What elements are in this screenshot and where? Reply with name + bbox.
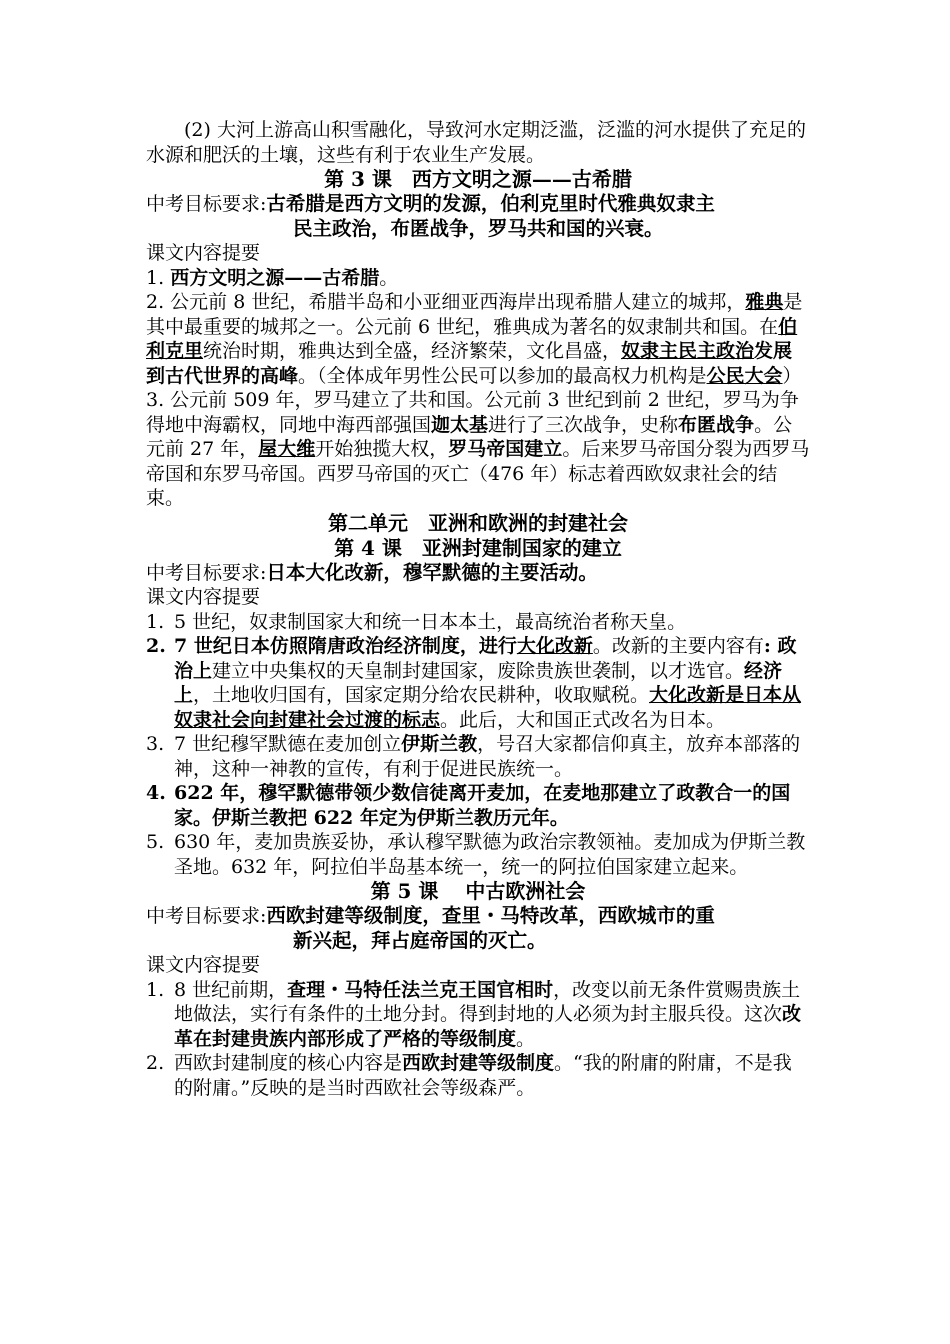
- lesson4-target-label: 中考目标要求:: [146, 561, 267, 584]
- lesson4-item5: [146, 830, 810, 879]
- lesson4-item3-a: 7 世纪穆罕默德在麦加创立: [174, 733, 402, 755]
- lesson4-item2-g: 大化改新是日本从奴隶社会向封建社会过渡的标志: [174, 684, 802, 731]
- lesson3-item1-text: 西方文明之源——古希腊: [170, 266, 380, 289]
- lesson4-item1: [146, 610, 810, 635]
- lesson4-item1-text: 5 世纪，奴隶制国家大和统一日本本土，最高统治者称天皇。: [174, 610, 687, 633]
- lesson3-item3-b: 进行了三次战争，史称: [488, 413, 679, 436]
- lesson5-item2-num: 2.: [146, 1052, 165, 1074]
- lesson5-item2-b: 西欧封建等级制度: [402, 1052, 555, 1074]
- lesson5-target: [146, 904, 810, 929]
- lesson4-target-text: 日本大化改新，穆罕默德的主要活动。: [266, 560, 598, 584]
- lesson4-item3-b: ，号召大家都信仰真主，放弃本部落的神，这种一神教的宣传，有利于促进民族统一。: [174, 733, 801, 780]
- lesson3-target-line1: 古希腊是西方文明的发源，伯利克里时代雅典奴隶主: [266, 192, 715, 215]
- lesson3-item3: [146, 388, 810, 511]
- lesson3-item2-f: ）: [782, 364, 802, 387]
- lesson3-item3-carthage: 迦太基: [431, 413, 489, 436]
- lesson4-item2-d: 建立中央集权的天皇制封建国家，废除贵族世袭制，以才选官。: [212, 659, 745, 682]
- lesson3-item3-empire: 罗马帝国建立: [448, 438, 563, 460]
- lesson3-item3-a: 3. 公元前 509 年，罗马建立了共和国。公元前 3 世纪到前 2 世纪，罗马为争得地中海霸权，同地中海西部强国: [146, 389, 799, 436]
- lesson3-item3-c: 。公元前 27 年，: [146, 413, 793, 460]
- lesson5-item1-e: 。: [516, 1027, 536, 1050]
- lesson4-item5-text: 630 年，麦加贵族妥协，承认穆罕默德为政治宗教领袖。麦加成为伊斯兰教圣地。632 年，阿拉伯半岛基本统一，统一的阿拉伯国家建立起来。: [174, 831, 806, 878]
- lesson3-target-line2-text: 民主政治，布匿战争，罗马共和国的兴衰。: [293, 216, 664, 240]
- lesson3-target-label: 中考目标要求:: [146, 193, 267, 215]
- lesson4-item3-body: [174, 732, 810, 781]
- lesson4-item2-taika: 大化改新: [516, 635, 593, 657]
- lesson5-target-label: 中考目标要求:: [146, 905, 267, 927]
- lesson4-item3: [146, 732, 810, 781]
- lesson3-item3-octavian: 屋大维: [258, 438, 316, 460]
- lesson5-target-line1: 西欧封建等级制度，查里・马特改革，西欧城市的重: [266, 904, 715, 927]
- lesson4-item2-body: [174, 634, 810, 732]
- lesson4-item4-num: 4.: [146, 782, 166, 804]
- lesson5-item2-body: [174, 1051, 810, 1100]
- lesson3-item2-pericles: 伯利克里: [146, 315, 798, 362]
- lesson4-item1-num: 1.: [146, 610, 165, 633]
- lesson4-target: [146, 561, 810, 586]
- lesson5-item1-b: 查理・马特任法兰克王国官相时: [287, 978, 554, 1001]
- lesson5-item2-c: 。“我的附庸的附庸，不是我的附庸。”反映的是当时西欧社会等级森严。: [174, 1052, 792, 1099]
- lesson5-item1-d: 改革在封建贵族内部形成了严格的等级制度: [174, 1003, 802, 1050]
- lesson5-item2: [146, 1051, 810, 1100]
- lesson4-item5-num: 5.: [146, 831, 165, 853]
- lesson3-item2-e: 。（全体成年男性公民可以参加的最高权力机构是: [298, 364, 707, 387]
- lesson4-item2-b: 。改新的主要内容有: [592, 635, 764, 657]
- intro-paragraph: (2) 大河上游高山积雪融化，导致河水定期泛滥，泛滥的河水提供了充足的水源和肥沃的土壤，这些有利于农业生产发展。: [146, 119, 806, 166]
- lesson3-item2: [146, 290, 810, 388]
- lesson5-item1-body: [174, 978, 810, 1052]
- lesson3-item2-assembly: 公民大会: [706, 364, 783, 387]
- lesson4-item2-a: 7 世纪日本仿照隋唐政治经济制度，进行: [174, 635, 517, 657]
- lesson4-item4-text: 622 年，穆罕默德带领少数信徒离开麦加，在麦地那建立了政教合一的国家。伊斯兰教把 622 年定为伊斯兰教历元年。: [174, 782, 791, 829]
- lesson3-item2-d: 发展到古代世界的高峰: [146, 340, 793, 387]
- lesson3-item3-punic: 布匿战争: [678, 413, 755, 436]
- lesson5-item1-num: 1.: [146, 978, 165, 1001]
- unit2-title: 第二单元 亚洲和欧洲的封建社会: [328, 510, 628, 535]
- lesson3-item3-d: 开始独揽大权，: [315, 438, 449, 460]
- lesson3-item1-end: 。: [379, 266, 399, 289]
- lesson4-item4: [146, 781, 810, 830]
- lesson4-item2-h: 。此后，大和国正式改名为日本。: [440, 708, 726, 731]
- lesson5-item1: [146, 978, 810, 1052]
- lesson3-target-line2: [146, 217, 810, 242]
- lesson3-title: 第 3 课 西方文明之源——古希腊: [324, 167, 632, 191]
- lesson3-item1-num: 1.: [146, 266, 165, 289]
- lesson4-outline-heading: 课文内容提要: [146, 586, 261, 608]
- lesson3-outline-heading: 课文内容提要: [146, 242, 261, 264]
- lesson5-outline-heading: 课文内容提要: [146, 954, 261, 976]
- lesson3-item1: [146, 266, 810, 291]
- lesson4-item3-num: 3.: [146, 733, 165, 755]
- lesson4-item2-num: 2.: [146, 635, 166, 657]
- lesson4-item3-islam: 伊斯兰教: [401, 733, 478, 755]
- lesson4-item2-c: : 政治上: [174, 635, 797, 682]
- lesson3-item2-c: 统治时期，雅典达到全盛，经济繁荣，文化昌盛，: [203, 340, 622, 362]
- lesson5-item2-a: 西欧封建制度的核心内容是: [174, 1052, 403, 1074]
- lesson3-target: [146, 192, 810, 217]
- lesson3-item2-democracy: 奴隶主民主政治: [621, 340, 755, 362]
- lesson5-item1-c: ，改变以前无条件赏赐贵族土地做法，实行有条件的土地分封。得到封地的人必须为封主服兵役。这次: [174, 978, 801, 1025]
- lesson4-item2: [146, 634, 810, 732]
- document-page: [146, 118, 810, 1100]
- lesson5-title: 第 5 课 中古欧洲社会: [370, 879, 586, 903]
- lesson4-item2-e: 经济上: [174, 659, 783, 706]
- lesson4-item2-f: ，土地收归国有，国家定期分给农民耕种，收取赋税。: [193, 684, 650, 706]
- lesson3-item2-athens: 雅典: [745, 291, 784, 313]
- lesson3-item2-b: 是其中最重要的城邦之一。公元前 6 世纪，雅典成为著名的奴隶制共和国。在: [146, 291, 803, 338]
- lesson3-item2-a: 2. 公元前 8 世纪，希腊半岛和小亚细亚西海岸出现希腊人建立的城邦，: [146, 291, 746, 313]
- lesson3-item3-e: 。后来罗马帝国分裂为西罗马帝国和东罗马帝国。西罗马帝国的灭亡（476 年）标志着西欧奴隶社会的结束。: [146, 438, 810, 509]
- lesson5-item1-a: 8 世纪前期，: [174, 978, 288, 1001]
- lesson5-target-line2: [146, 929, 810, 954]
- lesson5-target-line2-text: 新兴起，拜占庭帝国的灭亡。: [293, 928, 547, 952]
- lesson4-title: 第 4 课 亚洲封建制国家的建立: [334, 535, 622, 560]
